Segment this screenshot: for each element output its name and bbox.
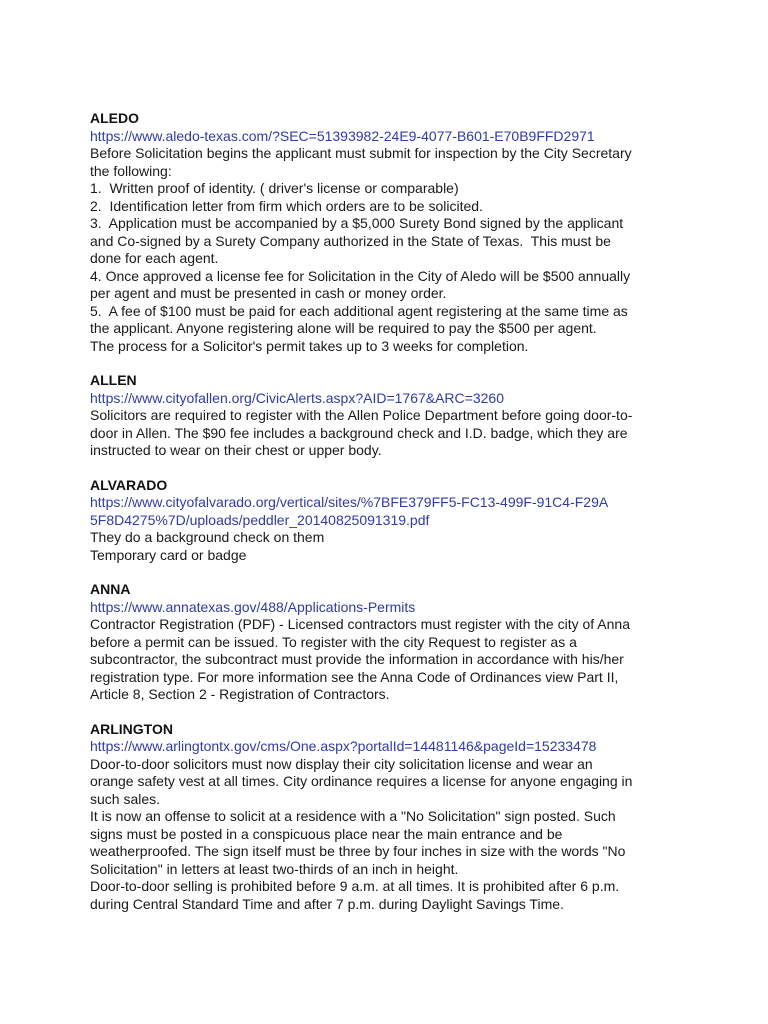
body-line: such sales.: [90, 790, 161, 807]
body-line: per agent and must be presented in cash or money order.: [90, 285, 447, 301]
body-line: It is now an offense to solicit at a residence with a "No Solicitation" sign posted. Such: [90, 808, 616, 824]
section-link[interactable]: https://www.aledo-texas.com/?SEC=51393982-24E9-4077-B601-E70B9FFD2971: [90, 127, 595, 144]
section-alvarado: [90, 477, 730, 565]
section-link[interactable]: https://www.cityofalvarado.org/vertical/sites/%7BFE379FF5-FC13-499F-91C4-F29A5F8D4275%7D/uploads/peddler_20140825091319.pdf: [90, 494, 609, 528]
body-line: Door-to-door selling is prohibited before 9 a.m. at all times. It is prohibited after 6 p.m.: [90, 878, 620, 894]
body-line: 5. A fee of $100 must be paid for each additional agent registering at the same time as: [90, 302, 628, 319]
document-page: [90, 110, 730, 930]
body-line: 1. Written proof of identity. ( driver's license or comparable): [90, 180, 459, 196]
body-line: 4. Once approved a license fee for Solicitation in the City of Aledo will be $500 annually: [90, 267, 631, 284]
body-line: door in Allen. The $90 fee includes a background check and I.D. badge, which they are: [90, 424, 628, 441]
section-link[interactable]: https://www.cityofallen.org/CivicAlerts.aspx?AID=1767&ARC=3260: [90, 389, 504, 406]
body-line: the following:: [90, 162, 172, 179]
section-aledo: [90, 110, 730, 355]
body-line: Contractor Registration (PDF) - Licensed contractors must register with the city of Anna: [90, 616, 630, 632]
body-line: done for each agent.: [90, 250, 219, 266]
body-line: subcontractor, the subcontract must provide the information in accordance with his/her: [90, 651, 624, 667]
body-line: 3. Application must be accompanied by a $5,000 Surety Bond signed by the applicant: [90, 215, 624, 231]
body-line: weatherproofed. The sign itself must be three by four inches in size with the words "No: [90, 843, 626, 859]
section-link[interactable]: https://www.arlingtontx.gov/cms/One.aspx?portalId=14481146&pageId=15233478: [90, 738, 597, 754]
body-line: Door-to-door solicitors must now display their city solicitation license and wear an: [90, 755, 593, 772]
body-line: instructed to wear on their chest or upper body.: [90, 442, 382, 458]
body-line: Temporary card or badge: [90, 546, 247, 563]
section-heading: ALEDO: [90, 110, 139, 126]
body-line: registration type. For more information see the Anna Code of Ordinances view Part II,: [90, 668, 619, 685]
section-heading: ANNA: [90, 581, 131, 597]
body-line: They do a background check on them: [90, 529, 325, 545]
body-line: 2. Identification letter from firm which orders are to be solicited.: [90, 197, 483, 214]
body-line: and Co-signed by a Surety Company authorized in the State of Texas. This must be: [90, 232, 611, 249]
body-line: the applicant. Anyone registering alone will be required to pay the $500 per agent.: [90, 320, 597, 336]
section-heading: ARLINGTON: [90, 720, 173, 737]
body-line: The process for a Solicitor's permit takes up to 3 weeks for completion.: [90, 337, 529, 354]
body-line: before a permit can be issued. To register with the city Request to register as a: [90, 633, 577, 650]
section-anna: [90, 581, 730, 704]
body-line: Before Solicitation begins the applicant must submit for inspection by the City Secretary: [90, 145, 632, 161]
section-link[interactable]: https://www.annatexas.gov/488/Applications-Permits: [90, 598, 416, 615]
body-line: during Central Standard Time and after 7 p.m. during Daylight Savings Time.: [90, 895, 564, 912]
body-line: signs must be posted in a conspicuous place near the main entrance and be: [90, 825, 563, 842]
body-line: Solicitation" in letters at least two-thirds of an inch in height.: [90, 860, 459, 877]
section-heading: ALLEN: [90, 372, 137, 388]
body-line: Solicitors are required to register with the Allen Police Department before going door-to-: [90, 407, 633, 423]
section-arlington: [90, 721, 730, 914]
body-line: orange safety vest at all times. City ordinance requires a license for anyone engaging in: [90, 773, 633, 789]
section-allen: [90, 372, 730, 460]
body-line: Article 8, Section 2 - Registration of Contractors.: [90, 686, 390, 702]
section-heading: ALVARADO: [90, 476, 168, 493]
